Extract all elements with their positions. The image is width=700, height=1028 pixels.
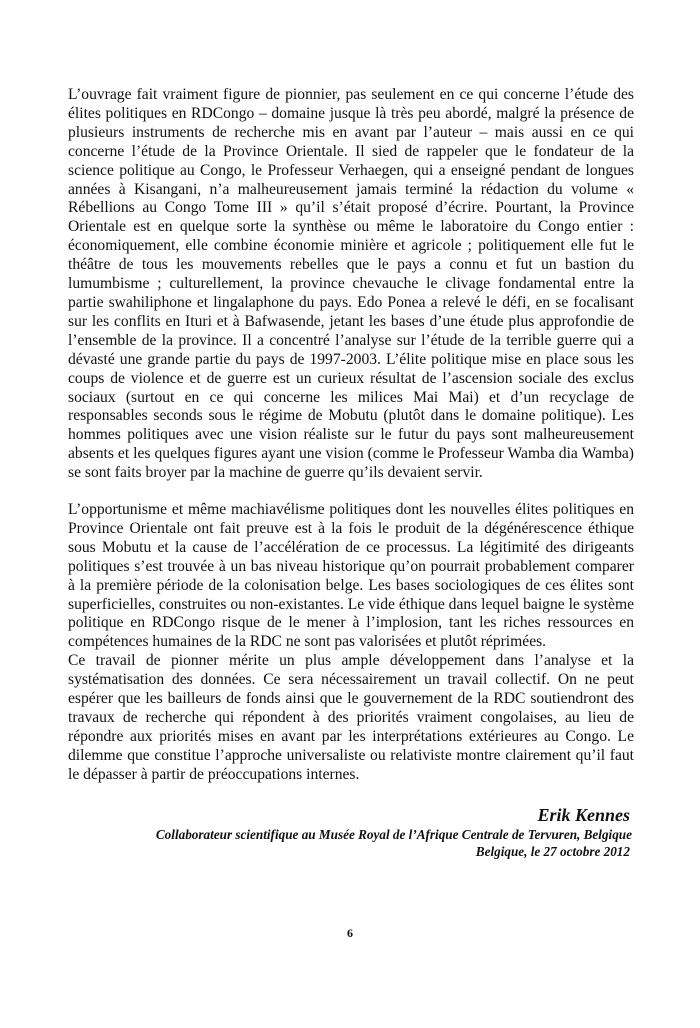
document-page (68, 86, 634, 860)
paragraph-2: L’opportunisme et même machiavélisme politiques dont les nouvelles élites politiques en Province Orientale ont fait preuve est à la fois le produit de la dégénérescence éthique sous Mobutu et la cause de l’accélération de ce processus. La légitimité des dirigeants politiques s’est trouvée à un bas niveau historique qu’on pourrait probablement comparer à la première période de la colonisation belge. Les bases sociologiques de ces élites sont superficielles, construites ou non-existantes. Le vide éthique dans lequel baigne le système politique en RDCongo risque de le mener à l’implosion, tant les riches ressources en compétences humaines de la RDC ne sont pas valorisées et plutôt réprimées. (68, 501, 634, 651)
paragraph-1: L’ouvrage fait vraiment figure de pionnier, pas seulement en ce qui concerne l’étude des élites politiques en RDCongo – domaine jusque là très peu abordé, malgré la présence de plusieurs instruments de recherche mis en avant par l’auteur – mais aussi en ce qui concerne l’étude de la Province Orientale. Il sied de rappeler que le fondateur de la science politique au Congo, le Professeur Verhaegen, qui a enseigné pendant de longues années à Kisangani, n’a malheureusement jamais terminé la rédaction du volume « Rébellions au Congo Tome III » qu’il s’était proposé d’écrire. Pourtant, la Province Orientale est en quelque sorte la synthèse ou même le laboratoire du Congo entier : économiquement, elle combine économie minière et agricole ; politiquement elle fut le théâtre de tous les mouvements rebelles que le pays a connu et fut un bastion du lumumbisme ; culturellement, la province chevauche le clivage fondamental entre la partie swahiliphone et lingalaphone du pays. Edo Ponea a relevé le défi, en se focalisant sur les conflits en Ituri et à Bafwasende, jetant les bases d’une étude plus approfondie de l’ensemble de la province. Il a concentré l’analyse sur l’étude de la terrible guerre qui a dévasté une grande partie du pays de 1997-2003. L’élite politique mise en place sous les coups de violence et de guerre est un curieux résultat de l’ascension sociale des exclus sociaux (surtout en ce qui concerne les milices Mai Mai) et d’un recyclage de responsables seconds sous le régime de Mobutu (plutôt dans le domaine politique). Les hommes politiques avec une vision réaliste sur le futur du pays sont malheureusement absents et les quelques figures ayant une vision (comme le Professeur Wamba dia Wamba) se sont faits broyer par la machine de guerre qu’ils devaient servir. (68, 86, 634, 482)
paragraph-3: Ce travail de pionner mérite un plus ample développement dans l’analyse et la systématisation des données. Ce sera nécessairement un travail collectif. On ne peut espérer que les bailleurs de fonds ainsi que le gouvernement de la RDC soutiendront des travaux de recherche qui répondent à des priorités vraiment congolaises, au lieu de répondre aux priorités mises en avant par les interprétations extérieures au Congo. Le dilemme que constitue l’approche universaliste ou relativiste montre clairement qu’il faut le dépasser à partir de préoccupations internes. (68, 652, 634, 783)
signature-block (68, 804, 634, 860)
author-affiliation: Collaborateur scientifique au Musée Royal de l’Afrique Centrale de Tervuren, Belgique (155, 826, 632, 842)
paragraph-spacer (68, 483, 634, 501)
page-number: 6 (347, 926, 353, 940)
place-date: Belgique, le 27 octobre 2012 (475, 843, 630, 859)
author-name: Erik Kennes (537, 804, 630, 825)
